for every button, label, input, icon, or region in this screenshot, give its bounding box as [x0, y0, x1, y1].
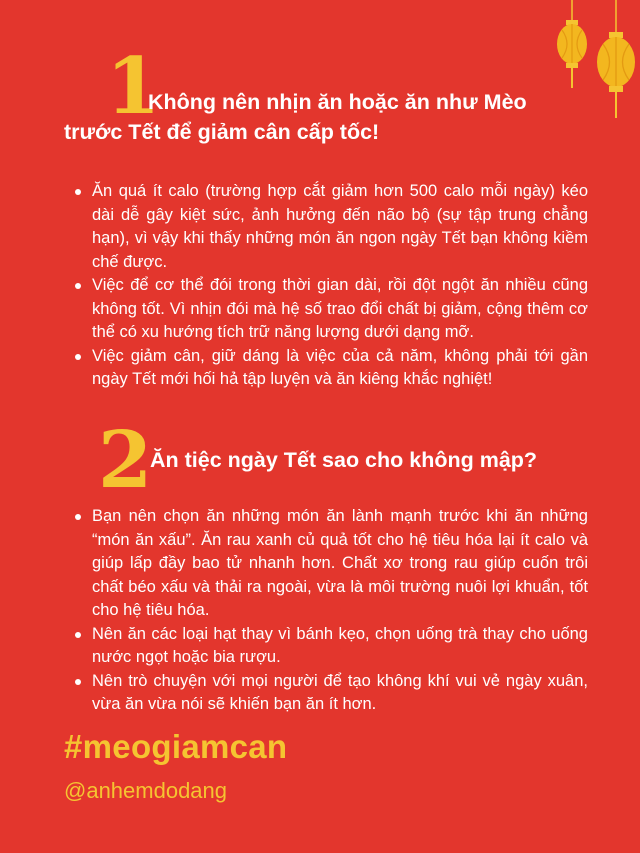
section-2-title: Ăn tiệc ngày Tết sao cho không mập?: [150, 448, 538, 472]
section-1-list: [60, 180, 588, 392]
lantern-icon: [597, 0, 635, 118]
section-number-1: 1: [106, 41, 161, 132]
lanterns-decoration: [530, 0, 640, 130]
list-item: Bạn nên chọn ăn những món ăn lành mạnh trước khi ăn những “món ăn xấu”. Ăn rau xanh củ quả tốt cho hệ tiêu hóa lại ít calo và giúp lấp đầy bao tử nhanh hơn. Chất xơ trong rau giúp cuốn trôi chất béo xấu và thải ra ngoài, vừa là môi trường nuôi lợi khuẩn, tốt cho hệ tiêu hóa.: [60, 505, 588, 623]
hashtag: #meogiamcan: [64, 728, 288, 765]
list-item: Việc giảm cân, giữ dáng là việc của cả năm, không phải tới gần ngày Tết mới hối hả tập luyện và ăn kiêng khắc nghiệt!: [60, 345, 588, 392]
list-item: Ăn quá ít calo (trường hợp cắt giảm hơn 500 calo mỗi ngày) kéo dài dễ gây kiệt sức, ảnh hưởng đến não bộ (sự tập trung chẳng hạn), vì vậy khi thấy những món ăn ngon ngày Tết bạn không kiềm chế được.: [60, 180, 588, 274]
section-2-list: [60, 505, 588, 717]
lantern-icon: [557, 0, 587, 88]
section-1-title-line-1: Không nên nhịn ăn hoặc ăn như Mèo: [148, 90, 527, 114]
list-item: Việc để cơ thể đói trong thời gian dài, rồi đột ngột ăn nhiều cũng không tốt. Vì nhịn đói mà hệ số trao đổi chất bị giảm, cộng thêm cơ thể có xu hướng tích trữ năng lượng dưới dạng mỡ.: [60, 274, 588, 345]
section-1-title-line-2: trước Tết để giảm cân cấp tốc!: [64, 120, 380, 144]
section-number-2: 2: [98, 415, 153, 506]
list-item: Nên trò chuyện với mọi người để tạo không khí vui vẻ ngày xuân, vừa ăn vừa nói sẽ khiến bạn ăn ít hơn.: [60, 670, 588, 717]
author-handle: @anhemdodang: [64, 778, 228, 803]
list-item: Nên ăn các loại hạt thay vì bánh kẹo, chọn uống trà thay cho uống nước ngọt hoặc bia rượu.: [60, 623, 588, 670]
